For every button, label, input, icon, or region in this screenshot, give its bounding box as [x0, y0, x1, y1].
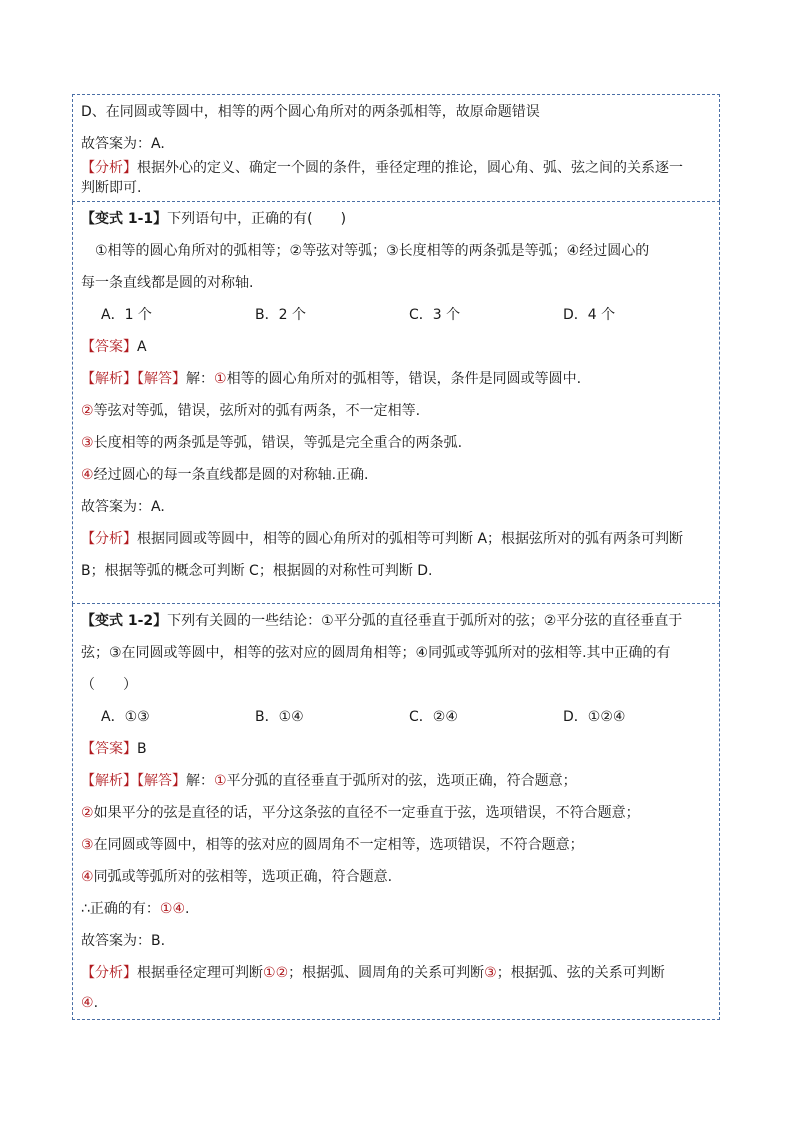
option-a: A．1 个 [101, 307, 152, 323]
circled-number: ④ [172, 901, 186, 917]
option-a: A．①③ [101, 709, 150, 725]
answer-value: B [137, 741, 147, 757]
analysis-line-2: ④. [81, 995, 99, 1011]
analysis-tag: 【分析】 [81, 160, 137, 176]
explain-line-3: ③在同圆或等圆中，相等的弦对应的圆周角不一定相等，选项错误，不符合题意； [81, 837, 584, 853]
explain-text-1: 解：①平分弧的直径垂直于弧所对的弦，选项正确，符合题意； [186, 773, 577, 789]
conclusion-line: ∴正确的有：①④. [81, 901, 190, 917]
explain-line-4: ④同弧或等弧所对的弦相等，选项正确，符合题意. [81, 869, 393, 885]
explain-line-1 [81, 772, 577, 790]
circled-number: ② [275, 965, 289, 981]
explain-line-2: ②等弦对等弧，错误，弦所对的弧有两条，不一定相等. [81, 403, 421, 419]
circled-number: ① [214, 773, 227, 789]
answer-line: 故答案为：A. [81, 136, 165, 152]
circled-number: ② [81, 403, 94, 419]
explain-line-1 [81, 370, 581, 388]
circled-number: ④ [81, 995, 94, 1011]
analysis-tag: 【分析】 [81, 965, 137, 981]
explain-tag: 【解析】【解答】 [81, 773, 186, 789]
circled-number: ① [159, 901, 173, 917]
circled-number: ④ [81, 467, 94, 483]
question-line [81, 210, 346, 228]
analysis-tag: 【分析】 [81, 531, 137, 547]
option-b: B．①④ [255, 709, 304, 725]
circled-number: ④ [81, 869, 94, 885]
answer-row [81, 338, 147, 356]
analysis-text: 根据垂径定理可判断①②；根据弧、圆周角的关系可判断③；根据弧、弦的关系可判断 [137, 965, 665, 981]
analysis-text: 根据外心的定义、确定一个圆的条件，垂径定理的推论，圆心角、弧、弦之间的关系逐一 [137, 160, 683, 176]
option-d-text: D、在同圆或等圆中，相等的两个圆心角所对的两条弧相等，故原命题错误 [81, 104, 540, 120]
solution-block-1 [72, 94, 720, 202]
question-text: 下列语句中，正确的有( ) [167, 211, 347, 227]
analysis-line-1 [81, 530, 683, 548]
option-b: B．2 个 [255, 307, 306, 323]
variant-1-2-block [72, 604, 720, 1020]
explain-text-1: 解：①相等的圆心角所对的弧相等，错误，条件是同圆或等圆中. [186, 371, 582, 387]
answer-row [81, 740, 147, 758]
answer-line: 故答案为：A. [81, 499, 165, 515]
explain-line-3: ③长度相等的两条弧是等弧，错误，等弧是完全重合的两条弧. [81, 435, 463, 451]
circled-number: ① [214, 371, 227, 387]
circled-number: ③ [484, 965, 497, 981]
question-text-1: 下列有关圆的一些结论：①平分弧的直径垂直于弧所对的弦；②平分弦的直径垂直于 [167, 613, 683, 629]
variant-tag: 【变式 1-2】 [81, 613, 168, 629]
circled-number: ① [263, 965, 276, 981]
circled-number: ③ [81, 435, 94, 451]
circled-number: ③ [81, 837, 94, 853]
statement-line-1: ①相等的圆心角所对的弧相等；②等弦对等弧；③长度相等的两条弧是等弧；④经过圆心的 [95, 243, 650, 259]
variant-tag: 【变式 1-1】 [81, 211, 168, 227]
analysis-line-1 [81, 159, 683, 177]
analysis-line-2: B；根据等弧的概念可判断 C；根据圆的对称性可判断 D. [81, 563, 433, 579]
option-c: C．3 个 [409, 307, 461, 323]
option-d: D．4 个 [563, 307, 616, 323]
explain-line-4: ④经过圆心的每一条直线都是圆的对称轴.正确. [81, 467, 369, 483]
answer-line: 故答案为：B. [81, 933, 166, 949]
analysis-text: 根据同圆或等圆中，相等的圆心角所对的弧相等可判断 A；根据弦所对的弧有两条可判断 [137, 531, 684, 547]
answer-value: A [137, 339, 147, 355]
explain-tag: 【解析】【解答】 [81, 371, 186, 387]
answer-tag: 【答案】 [81, 339, 137, 355]
statement-line-2: 每一条直线都是圆的对称轴. [81, 275, 254, 291]
analysis-line-1 [81, 964, 665, 982]
analysis-line-2: 判断即可. [81, 180, 142, 196]
variant-1-1-block [72, 202, 720, 604]
option-c: C．②④ [409, 709, 458, 725]
circled-number: ② [81, 805, 94, 821]
explain-line-2: ②如果平分的弦是直径的话，平分这条弦的直径不一定垂直于弦，选项错误，不符合题意； [81, 805, 640, 821]
question-line-3: （ ） [81, 677, 137, 693]
option-d: D．①②④ [563, 709, 626, 725]
question-line-1 [81, 612, 682, 630]
answer-tag: 【答案】 [81, 741, 137, 757]
question-line-2: 弦；③在同圆或等圆中，相等的弦对应的圆周角相等；④同弧或等弧所对的弦相等.其中正确的有 [81, 645, 671, 661]
